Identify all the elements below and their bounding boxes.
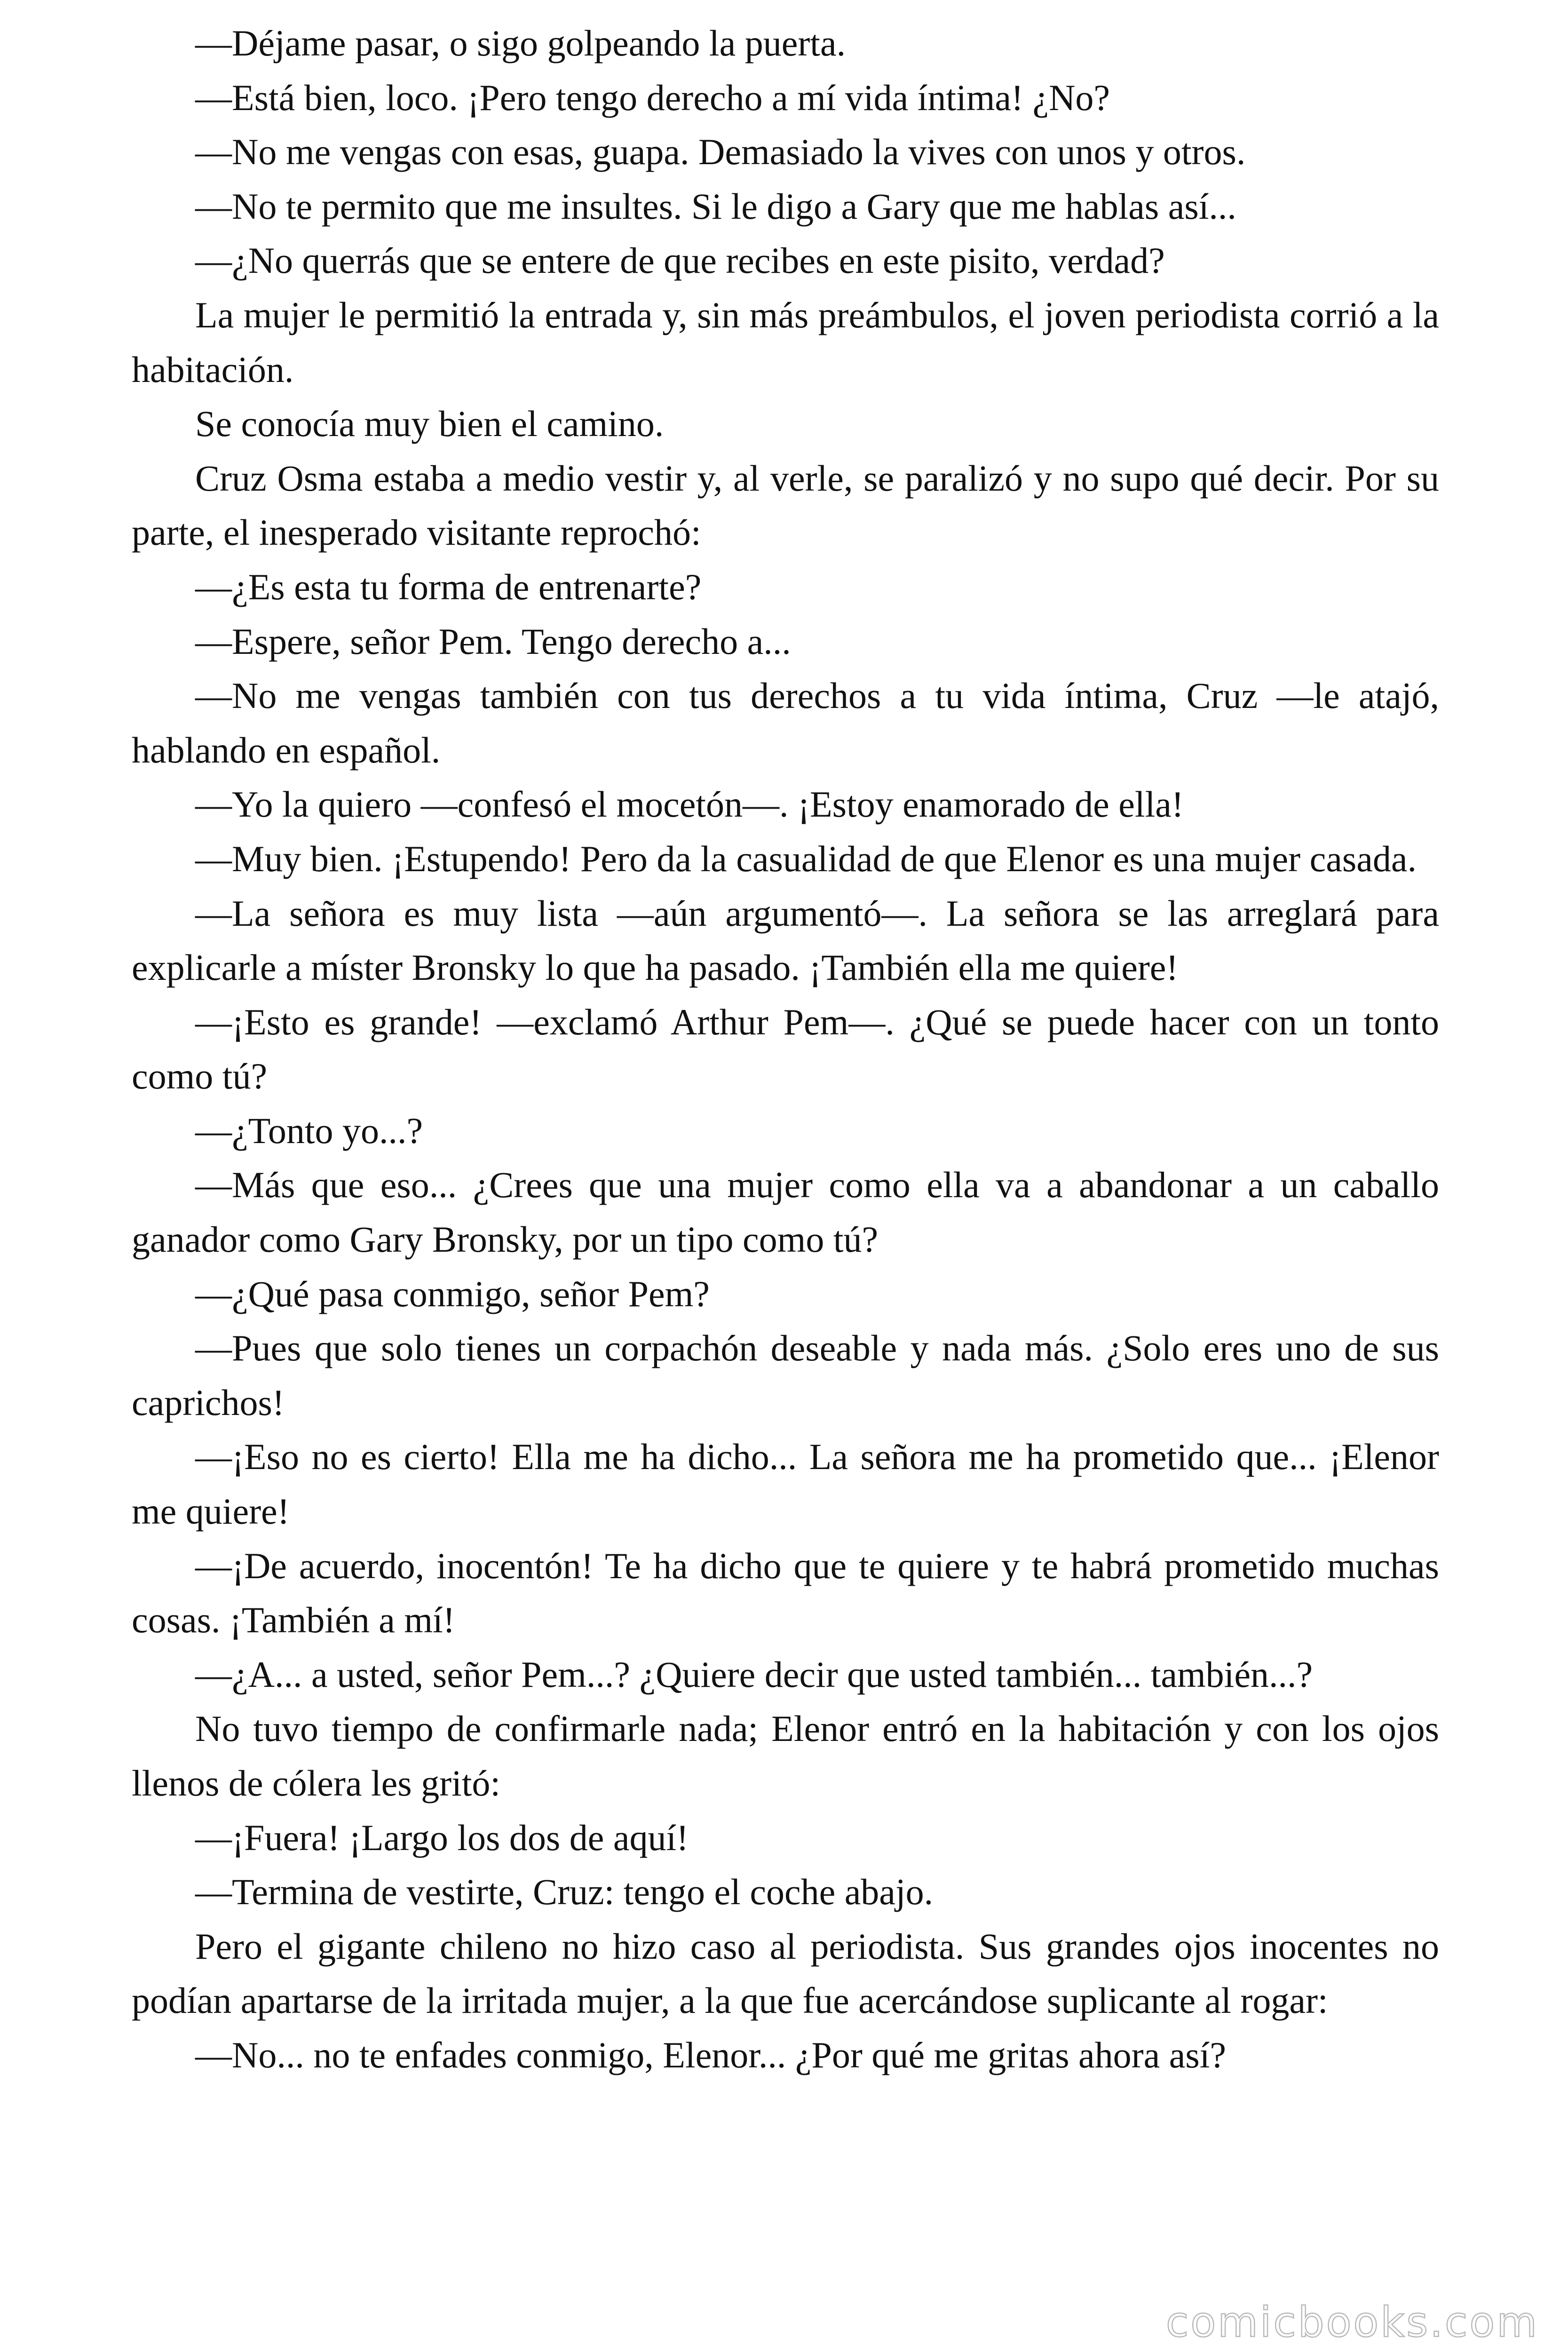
paragraph: —Espere, señor Pem. Tengo derecho a...: [195, 620, 791, 662]
paragraph: —¿A... a usted, señor Pem...? ¿Quiere decir que usted también... también...?: [195, 1653, 1313, 1695]
paragraph: —Termina de vestirte, Cruz: tengo el coche abajo.: [195, 1871, 934, 1913]
paragraph: —No me vengas con esas, guapa. Demasiado la vives con unos y otros.: [195, 131, 1246, 173]
paragraph: —Pues que solo tienes un corpachón deseable y nada más. ¿Solo eres uno de sus caprichos!: [132, 1327, 1439, 1423]
paragraph: —La señora es muy lista —aún argumentó—. La señora se las arreglará para explicarle a míster Bronsky lo que ha pasado. ¡También ella me quiere!: [132, 892, 1439, 988]
paragraph: Pero el gigante chileno no hizo caso al periodista. Sus grandes ojos inocentes no podían apartarse de la irritada mujer, a la que fue acercándose suplicante al rogar:: [132, 1925, 1439, 2021]
paragraph: —No... no te enfades conmigo, Elenor... ¿Por qué me gritas ahora así?: [195, 2034, 1227, 2075]
paragraph: —¿Es esta tu forma de entrenarte?: [195, 566, 702, 607]
book-page-text: [132, 16, 1439, 2082]
paragraph: —¡De acuerdo, inocentón! Te ha dicho que te quiere y te habrá prometido muchas cosas. ¡También a mí!: [132, 1545, 1439, 1641]
paragraph: Cruz Osma estaba a medio vestir y, al verle, se paralizó y no supo qué decir. Por su parte, el inesperado visitante reprochó:: [132, 457, 1439, 553]
paragraph: —Yo la quiero —confesó el mocetón—. ¡Estoy enamorado de ella!: [195, 784, 1184, 825]
paragraph: No tuvo tiempo de confirmarle nada; Elenor entró en la habitación y con los ojos llenos de cólera les gritó:: [132, 1708, 1439, 1804]
paragraph: Se conocía muy bien el camino.: [195, 403, 664, 445]
paragraph: —No me vengas también con tus derechos a tu vida íntima, Cruz —le atajó, hablando en español.: [132, 675, 1439, 771]
paragraph: La mujer le permitió la entrada y, sin más preámbulos, el joven periodista corrió a la habitación.: [132, 294, 1439, 390]
paragraph: —¿No querrás que se entere de que recibes en este pisito, verdad?: [195, 240, 1165, 281]
paragraph: —No te permito que me insultes. Si le digo a Gary que me hablas así...: [195, 185, 1236, 227]
paragraph: —Más que eso... ¿Crees que una mujer como ella va a abandonar a un caballo ganador como Gary Bronsky, por un tipo como tú?: [132, 1164, 1439, 1260]
paragraph: —Déjame pasar, o sigo golpeando la puerta.: [195, 23, 846, 64]
paragraph: —Está bien, loco. ¡Pero tengo derecho a mí vida íntima! ¿No?: [195, 77, 1110, 118]
paragraph: —¡Fuera! ¡Largo los dos de aquí!: [195, 1817, 689, 1858]
watermark: comicbooks.com: [1165, 2298, 1539, 2346]
paragraph: —¿Qué pasa conmigo, señor Pem?: [195, 1273, 710, 1314]
paragraph: —¡Esto es grande! —exclamó Arthur Pem—. ¿Qué se puede hacer con un tonto como tú?: [132, 1001, 1439, 1097]
paragraph: —¿Tonto yo...?: [195, 1110, 423, 1151]
paragraph: —Muy bien. ¡Estupendo! Pero da la casualidad de que Elenor es una mujer casada.: [195, 838, 1417, 879]
paragraph: —¡Eso no es cierto! Ella me ha dicho... La señora me ha prometido que... ¡Elenor me quiere!: [132, 1436, 1439, 1532]
